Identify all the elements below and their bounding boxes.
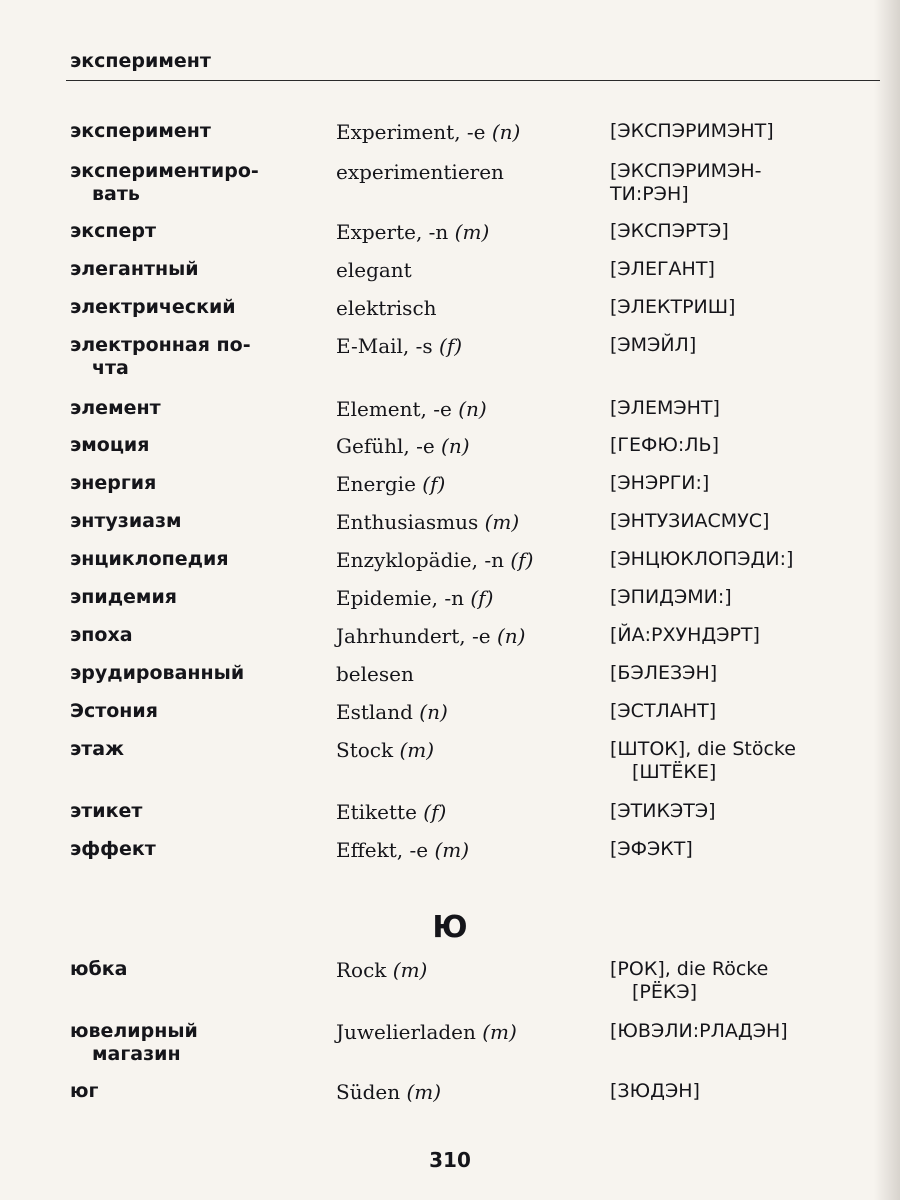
german-translation	[336, 548, 606, 572]
german-word: Enzyklopädie, -n	[336, 548, 504, 572]
pronunciation-text: [ЭФЭКТ]	[610, 838, 693, 860]
german-translation	[336, 160, 606, 184]
pronunciation-text: [ЮВЭЛИ:РЛАДЭН]	[610, 1020, 788, 1042]
german-translation	[336, 1020, 606, 1044]
pronunciation	[610, 472, 880, 495]
russian-headword-text: этикет	[70, 800, 143, 822]
russian-headword	[70, 958, 320, 981]
pronunciation	[610, 800, 880, 823]
pronunciation	[610, 838, 880, 861]
german-word: Element, -e	[336, 397, 452, 421]
pronunciation-text: [ЭНЦЮКЛОПЭДИ:]	[610, 548, 794, 570]
pronunciation	[610, 296, 880, 319]
russian-headword	[70, 220, 320, 243]
grammatical-gender: (n)	[496, 624, 526, 648]
russian-headword	[70, 548, 320, 571]
pronunciation-continuation: ТИ:РЭН]	[610, 183, 689, 205]
pronunciation	[610, 662, 880, 685]
german-translation	[336, 120, 606, 144]
russian-headword-text: эпоха	[70, 624, 133, 646]
russian-headword-text: электронная по-	[70, 334, 251, 356]
russian-headword	[70, 624, 320, 647]
russian-headword-text: энтузиазм	[70, 510, 182, 532]
russian-headword-text: элегантный	[70, 258, 199, 280]
running-head: эксперимент	[70, 50, 211, 72]
grammatical-gender: (m)	[399, 738, 435, 762]
russian-headword	[70, 800, 320, 823]
german-word: Experiment, -e	[336, 120, 486, 144]
german-word: Epidemie, -n	[336, 586, 464, 610]
pronunciation-text: [ЭНТУЗИАСМУС]	[610, 510, 770, 532]
russian-headword	[70, 334, 320, 380]
german-translation	[336, 624, 606, 648]
russian-headword-continuation: чта	[92, 357, 129, 379]
pronunciation	[610, 397, 880, 420]
pronunciation-continuation: [ШТЁКЕ]	[632, 761, 717, 783]
grammatical-gender: (f)	[510, 548, 534, 572]
german-translation	[336, 800, 606, 824]
grammatical-gender: (m)	[484, 510, 520, 534]
grammatical-gender: (f)	[439, 334, 463, 358]
russian-headword-continuation: магазин	[92, 1043, 181, 1065]
pronunciation-text: [РОК], die Röcke	[610, 958, 769, 980]
pronunciation	[610, 1020, 880, 1043]
pronunciation-text: [ШТОК], die Stöcke	[610, 738, 796, 760]
german-translation	[336, 334, 606, 358]
german-word: Juwelierladen	[336, 1020, 476, 1044]
russian-headword	[70, 160, 320, 206]
russian-headword-text: электрический	[70, 296, 236, 318]
grammatical-gender: (n)	[491, 120, 521, 144]
german-word: Süden	[336, 1080, 401, 1104]
german-word: Enthusiasmus	[336, 510, 479, 534]
russian-headword	[70, 738, 320, 761]
german-translation	[336, 220, 606, 244]
pronunciation	[610, 738, 880, 784]
grammatical-gender: (m)	[392, 958, 428, 982]
russian-headword-text: юбка	[70, 958, 128, 980]
pronunciation	[610, 1080, 880, 1103]
russian-headword-text: этаж	[70, 738, 125, 760]
german-translation	[336, 1080, 606, 1104]
grammatical-gender: (m)	[482, 1020, 517, 1044]
section-letter: Ю	[432, 910, 468, 945]
german-word: Effekt, -e	[336, 838, 429, 862]
pronunciation-text: [ЭПИДЭМИ:]	[610, 586, 732, 608]
german-translation	[336, 958, 606, 982]
pronunciation-text: [ЭЛЕКТРИШ]	[610, 296, 736, 318]
german-word: Gefühl, -e	[336, 434, 435, 458]
grammatical-gender: (m)	[454, 220, 490, 244]
russian-headword-text: эффект	[70, 838, 156, 860]
german-word: belesen	[336, 662, 414, 686]
russian-headword	[70, 586, 320, 609]
russian-headword	[70, 434, 320, 457]
german-word: elektrisch	[336, 296, 437, 320]
pronunciation-text: [ЭМЭЙЛ]	[610, 334, 697, 356]
pronunciation-text: [ЙА:РХУНДЭРТ]	[610, 624, 760, 646]
pronunciation-text: [ЭКСПЭРИМЭНТ]	[610, 120, 774, 142]
grammatical-gender: (n)	[441, 434, 470, 458]
pronunciation	[610, 958, 880, 1004]
russian-headword-text: Эстония	[70, 700, 158, 722]
pronunciation-text: [ЭТИКЭТЭ]	[610, 800, 716, 822]
grammatical-gender: (n)	[419, 700, 448, 724]
german-translation	[336, 296, 606, 320]
german-translation	[336, 258, 606, 282]
russian-headword-text: эксперт	[70, 220, 157, 242]
german-translation	[336, 838, 606, 862]
german-translation	[336, 700, 606, 724]
pronunciation	[610, 510, 880, 533]
russian-headword	[70, 662, 320, 685]
russian-headword	[70, 258, 320, 281]
russian-headword	[70, 397, 320, 420]
german-word: experimentieren	[336, 160, 504, 184]
pronunciation	[610, 548, 880, 571]
german-word: elegant	[336, 258, 412, 282]
grammatical-gender: (f)	[422, 472, 446, 496]
pronunciation	[610, 434, 880, 457]
russian-headword-text: эпидемия	[70, 586, 177, 608]
german-word: E-Mail, -s	[336, 334, 433, 358]
pronunciation	[610, 258, 880, 281]
russian-headword-text: эксперимент	[70, 120, 211, 142]
german-translation	[336, 434, 606, 458]
russian-headword-text: юг	[70, 1080, 99, 1102]
russian-headword-text: энергия	[70, 472, 157, 494]
german-word: Experte, -n	[336, 220, 449, 244]
german-translation	[336, 510, 606, 534]
russian-headword	[70, 700, 320, 723]
german-translation	[336, 662, 606, 686]
pronunciation	[610, 160, 880, 206]
russian-headword-text: энциклопедия	[70, 548, 229, 570]
grammatical-gender: (m)	[406, 1080, 442, 1104]
pronunciation	[610, 624, 880, 647]
pronunciation-text: [ЭСТЛАНТ]	[610, 700, 717, 722]
russian-headword	[70, 472, 320, 495]
german-word: Stock	[336, 738, 394, 762]
pronunciation	[610, 586, 880, 609]
german-translation	[336, 472, 606, 496]
pronunciation	[610, 120, 880, 143]
russian-headword	[70, 838, 320, 861]
russian-headword-text: эмоция	[70, 434, 150, 456]
pronunciation-text: [ЭКСПЭРИМЭН-	[610, 160, 762, 182]
pronunciation-text: [БЭЛЕЗЭН]	[610, 662, 718, 684]
pronunciation-text: [ГЕФЮ:ЛЬ]	[610, 434, 720, 456]
pronunciation-text: [ЭКСПЭРТЭ]	[610, 220, 729, 242]
header-rule	[66, 80, 880, 81]
pronunciation	[610, 700, 880, 723]
russian-headword-text: элемент	[70, 397, 161, 419]
german-word: Jahrhundert, -e	[336, 624, 491, 648]
pronunciation-text: [ЗЮДЭН]	[610, 1080, 700, 1102]
russian-headword-text: экспериментиро-	[70, 160, 259, 182]
pronunciation	[610, 220, 880, 243]
russian-headword	[70, 296, 320, 319]
german-translation	[336, 397, 606, 421]
russian-headword	[70, 120, 320, 143]
grammatical-gender: (f)	[470, 586, 494, 610]
german-word: Rock	[336, 958, 387, 982]
pronunciation-text: [ЭЛЕМЭНТ]	[610, 397, 720, 419]
german-translation	[336, 586, 606, 610]
german-translation	[336, 738, 606, 762]
grammatical-gender: (f)	[423, 800, 447, 824]
grammatical-gender: (m)	[434, 838, 470, 862]
german-word: Etikette	[336, 800, 417, 824]
russian-headword-continuation: вать	[92, 183, 140, 205]
page-number: 310	[429, 1148, 471, 1172]
pronunciation-continuation: [РЁКЭ]	[632, 981, 698, 1003]
russian-headword-text: ювелирный	[70, 1020, 198, 1042]
pronunciation-text: [ЭЛЕГАНТ]	[610, 258, 715, 280]
german-word: Estland	[336, 700, 413, 724]
russian-headword-text: эрудированный	[70, 662, 245, 684]
pronunciation	[610, 334, 880, 357]
grammatical-gender: (n)	[458, 397, 487, 421]
pronunciation-text: [ЭНЭРГИ:]	[610, 472, 710, 494]
russian-headword	[70, 1080, 320, 1103]
german-word: Energie	[336, 472, 416, 496]
russian-headword	[70, 510, 320, 533]
russian-headword	[70, 1020, 320, 1066]
